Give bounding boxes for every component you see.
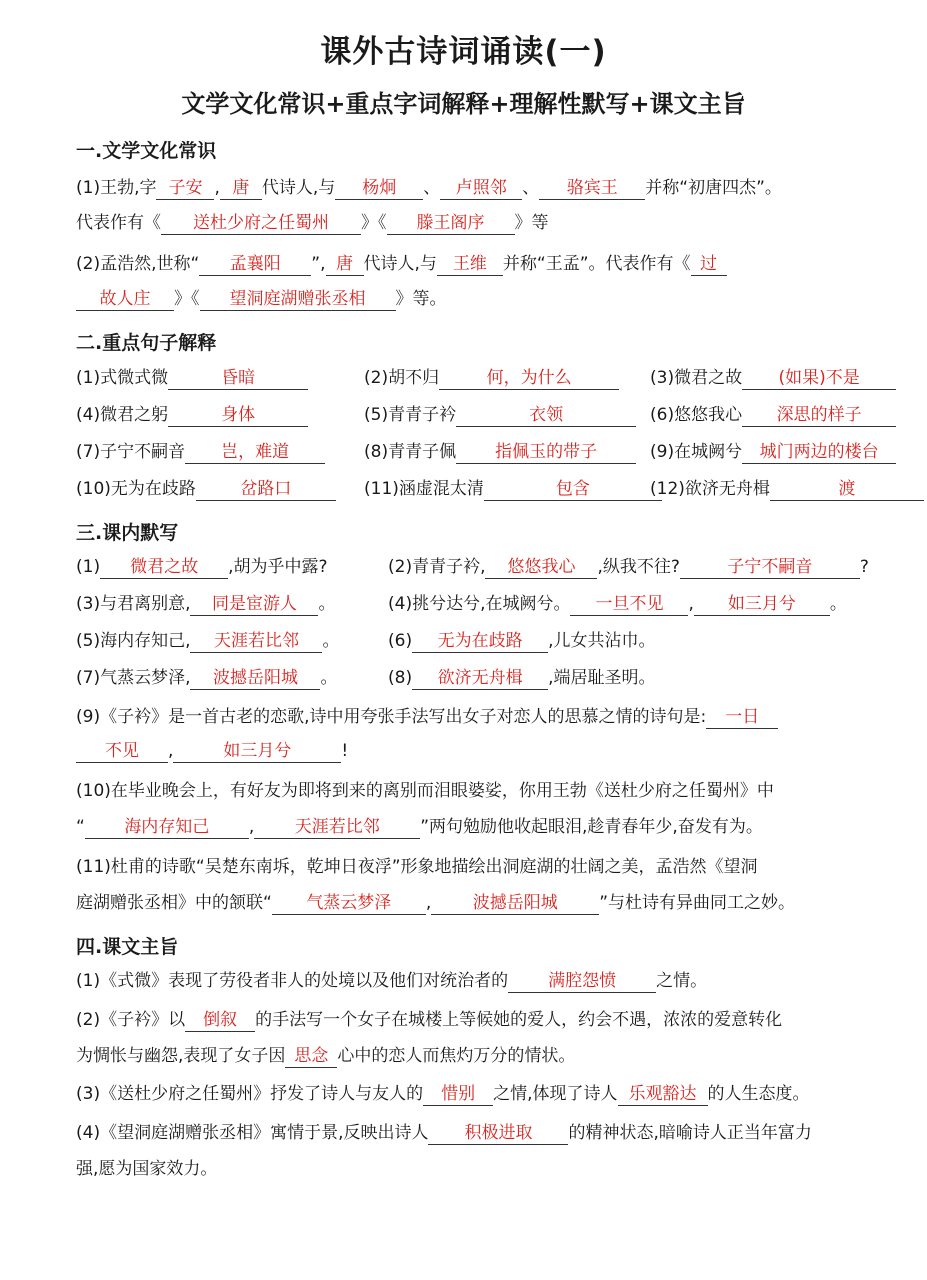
explanation-item [76,403,308,427]
dictation-item: (7)气蒸云梦泽, 波撼岳阳城 。 [76,668,338,688]
answer-blank: 不见 [76,740,168,763]
answer-blank: 子宁不嗣音 [680,556,860,579]
answer-blank: (如果)不是 [742,367,896,390]
explanation-question: (11)涵虚混太清 [364,479,484,499]
answer-blank: 波撼岳阳城 [190,667,320,690]
answer-blank: 思念 [285,1045,337,1068]
answer-blank: 指佩玉的带子 [456,441,636,464]
dictation-item: (3)与君离别意, 同是宦游人 。 [76,594,336,614]
answer-blank: 欲济无舟楫 [412,667,548,690]
answer-blank: 唐 [220,177,262,200]
text-line: 强,愿为国家效力。 [76,1159,218,1179]
explanation-question: (1)式微式微 [76,368,169,388]
text-line: (2)孟浩然,世称“ 孟襄阳 ”, 唐 代诗人,与 王维 并称“王孟”。代表作有《 过 [76,252,727,276]
explanation-question: (10)无为在歧路 [76,479,196,499]
answer-blank: 岂，难道 [185,441,325,464]
answer-blank: 渡 [770,478,924,501]
answer-blank: 微君之故 [100,556,228,579]
explanation-item [650,366,896,390]
text-line: 故人庄 》《 望洞庭湖赠张丞相 》等。 [76,287,447,311]
explanation-item [650,440,896,464]
answer-blank: 悠悠我心 [485,556,597,579]
explanation-question: (7)子宁不嗣音 [76,442,186,462]
explanation-question: (4)微君之躬 [76,405,169,425]
explanation-item [650,477,924,501]
explanation-question: (9)在城阙兮 [650,442,743,462]
explanation-question: (12)欲济无舟楫 [650,479,770,499]
page-title: 课外古诗词诵读(一) [320,34,607,70]
text-line: (1)王勃,字 子安 , 唐 代诗人,与 杨炯 、 卢照邻 、 骆宾王 并称“初唐四杰”。 [76,178,782,198]
text-line: (9)《子衿》是一首古老的恋歌,诗中用夸张手法写出女子对恋人的思慕之情的诗句是: 一日 [76,705,778,729]
explanation-question: (5)青青子衿 [364,405,457,425]
text-line: (3)《送杜少府之任蜀州》抒发了诗人与友人的 惜别 之情,体现了诗人 乐观豁达 的人生态度。 [76,1084,810,1104]
answer-blank: 乐观豁达 [618,1083,708,1106]
answer-blank: 波撼岳阳城 [431,892,599,915]
text-line: “ 海内存知己 , 天涯若比邻 ”两句勉励他收起眼泪,趁青春年少,奋发有为。 [76,817,763,837]
text-line: (2)《子衿》以 倒叙 的手法写一个女子在城楼上等候她的爱人，约会不遇，浓浓的爱意转化 [76,1010,783,1030]
page-subtitle: 文学文化常识+重点字词解释+理解性默写+课文主旨 [181,90,746,118]
answer-blank: 故人庄 [76,288,174,311]
answer-blank: 送杜少府之任蜀州 [161,212,361,235]
answer-blank: 岔路口 [196,478,336,501]
answer-blank: 满腔怨愤 [508,970,656,993]
answer-blank: 惜别 [423,1083,493,1106]
answer-blank: 如三月兮 [173,740,341,763]
answer-blank: 如三月兮 [694,593,830,616]
text-line: 为惆怅与幽怨,表现了女子因 思念 心中的恋人而焦灼万分的情状。 [76,1046,576,1066]
explanation-item [364,366,619,390]
explanation-question: (6)悠悠我心 [650,405,743,425]
dictation-item: (8) 欲济无舟楫 ,端居耻圣明。 [388,668,656,688]
section-heading: 二.重点句子解释 [76,332,217,354]
answer-blank: 卢照邻 [440,177,522,200]
explanation-item [364,403,636,427]
dictation-item: (1) 微君之故 ,胡为乎中露? [76,557,328,577]
answer-blank: 过 [691,253,727,276]
answer-blank: 望洞庭湖赠张丞相 [200,288,396,311]
text-line: (4)《望洞庭湖赠张丞相》寓情于景,反映出诗人 积极进取 的精神状态,暗喻诗人正当年富力 [76,1123,812,1143]
answer-blank: 一日 [706,706,778,729]
answer-blank: 城门两边的楼台 [742,441,896,464]
dictation-item: (5)海内存知己, 天涯若比邻 。 [76,631,340,651]
section-heading: 四.课文主旨 [76,936,179,958]
answer-blank: 骆宾王 [539,177,645,200]
answer-blank: 何，为什么 [439,367,619,390]
answer-blank: 孟襄阳 [199,253,311,276]
answer-blank: 唐 [326,253,364,276]
answer-blank: 无为在歧路 [412,630,548,653]
answer-blank: 天涯若比邻 [254,816,420,839]
answer-blank: 滕王阁序 [387,212,515,235]
text-line: 不见 , 如三月兮 ! [76,739,348,763]
explanation-item [76,477,336,501]
dictation-item: (2)青青子衿, 悠悠我心 ,纵我不往? 子宁不嗣音 ? [388,557,869,577]
explanation-question: (2)胡不归 [364,368,440,388]
answer-blank: 昏暗 [168,367,308,390]
text-line: 代表作有《 送杜少府之任蜀州 》《 滕王阁序 》等 [76,213,549,233]
answer-blank: 包含 [484,478,662,501]
text-line: (10)在毕业晚会上，有好友为即将到来的离别而泪眼婆娑，你用王勃《送杜少府之任蜀州》中 [76,781,774,801]
dictation-item: (4)挑兮达兮,在城阙兮。 一旦不见 , 如三月兮 。 [388,594,847,614]
explanation-question: (8)青青子佩 [364,442,457,462]
answer-blank: 海内存知己 [85,816,249,839]
text-line: (1)《式微》表现了劳役者非人的处境以及他们对统治者的 满腔怨愤 之情。 [76,971,708,991]
section-heading: 一.文学文化常识 [76,140,217,162]
answer-blank: 身体 [168,404,308,427]
answer-blank: 天涯若比邻 [190,630,322,653]
explanation-item [650,403,896,427]
answer-blank: 子安 [156,177,214,200]
explanation-item [364,440,636,464]
explanation-item [76,366,308,390]
explanation-item [76,440,325,464]
answer-blank: 深思的样子 [742,404,896,427]
answer-blank: 气蒸云梦泽 [272,892,426,915]
text-line: 庭湖赠张丞相》中的颔联“ 气蒸云梦泽 , 波撼岳阳城 ”与杜诗有异曲同工之妙。 [76,893,796,913]
answer-blank: 衣领 [456,404,636,427]
text-line: (11)杜甫的诗歌“吴楚东南坼，乾坤日夜浮”形象地描绘出洞庭湖的壮阔之美，孟浩然《望洞 [76,857,758,877]
answer-blank: 积极进取 [428,1122,568,1145]
explanation-item [364,477,662,501]
dictation-item: (6) 无为在歧路 ,儿女共沾巾。 [388,631,656,651]
answer-blank: 杨炯 [335,177,423,200]
answer-blank: 倒叙 [185,1009,255,1032]
section-heading: 三.课内默写 [76,522,179,544]
answer-blank: 一旦不见 [570,593,688,616]
answer-blank: 王维 [437,253,503,276]
explanation-question: (3)微君之故 [650,368,743,388]
answer-blank: 同是宦游人 [190,593,318,616]
